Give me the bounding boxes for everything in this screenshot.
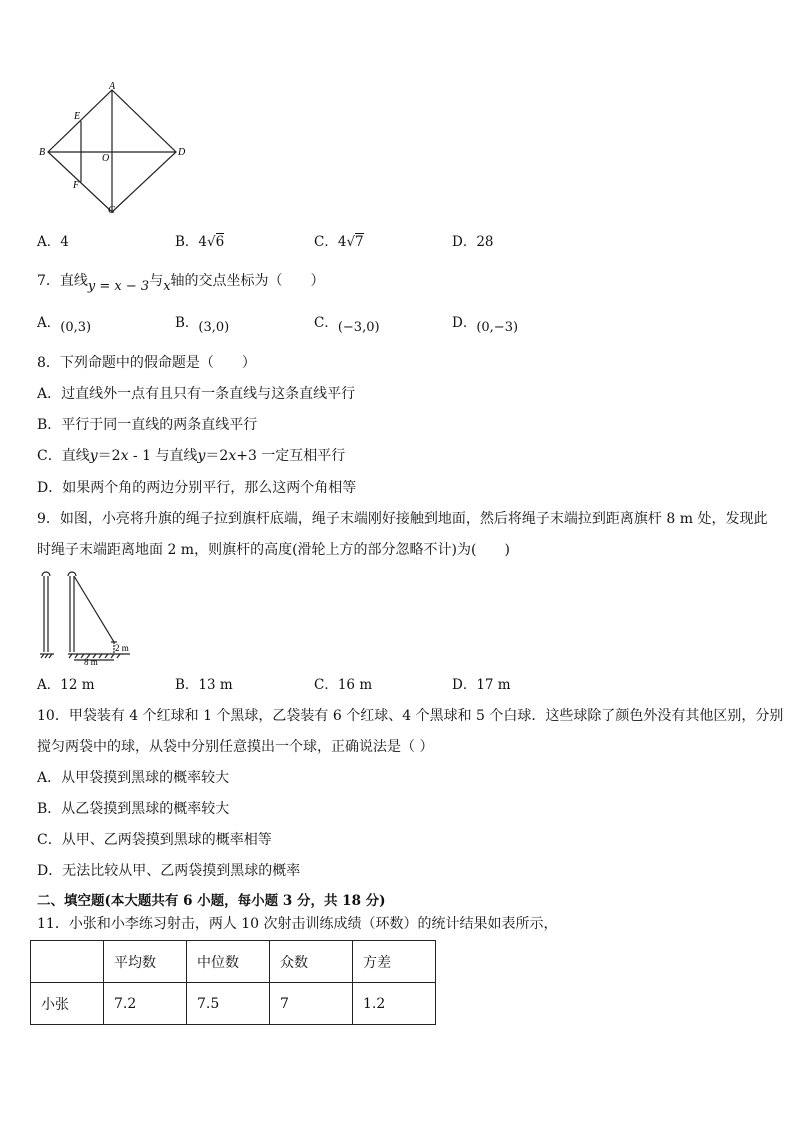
q7-option-c [314, 315, 380, 335]
q8-option-c [37, 448, 345, 464]
option-letter: B． [175, 677, 199, 693]
q8-option-b: B．平行于同一直线的两条直线平行 [37, 417, 258, 433]
option-letter: C． [314, 315, 338, 331]
table-cell: 1.2 [353, 983, 436, 1025]
option-coefficient: 4 [337, 234, 347, 250]
table-header-cell [31, 941, 104, 983]
q10-option-b: B．从乙袋摸到黑球的概率较大 [37, 801, 230, 817]
table-header-row [31, 941, 436, 983]
text: +3 一定互相平行 [236, 448, 346, 464]
q7-equation: y = x − 3 [87, 279, 150, 294]
q11-stem: 11．小张和小李练习射击，两人 10 次射击训练成绩（环数）的统计结果如表所示， [37, 916, 558, 932]
q6-option-a [37, 234, 69, 250]
q10-stem-line2: 搅匀两袋中的球，从袋中分别任意摸出一个球，正确说法是（ ） [37, 739, 434, 755]
option-value: (0,−3) [476, 320, 519, 335]
option-radicand: 7 [355, 234, 364, 250]
label-A: A [109, 81, 116, 92]
table-row [31, 983, 436, 1025]
option-value: (0,3) [60, 320, 92, 335]
q9-option-a [37, 677, 95, 693]
table-header-cell: 众数 [270, 941, 353, 983]
sqrt-icon: √ [346, 234, 356, 250]
q7-suffix: 轴的交点坐标为（ ） [170, 273, 325, 289]
height-label: 2 m [115, 643, 129, 653]
q7-prefix: 直线 [59, 273, 88, 289]
option-letter: A． [37, 677, 61, 693]
option-letter: B． [175, 234, 199, 250]
table-header-cell: 中位数 [187, 941, 270, 983]
text: - 1 与直线 [128, 448, 198, 464]
option-letter: A． [37, 315, 61, 331]
sqrt-icon: √ [207, 234, 216, 250]
label-O: O [102, 153, 110, 164]
table-header-cell: 方差 [353, 941, 436, 983]
q6-option-c [314, 234, 364, 250]
option-letter: D． [452, 315, 477, 331]
q10-option-d: D．无法比较从甲、乙两袋摸到黑球的概率 [37, 863, 301, 879]
option-value: (3,0) [198, 320, 230, 335]
q9-stem-line2: 时绳子末端距离地面 2 m，则旗杆的高度(滑轮上方的部分忽略不计)为( ) [37, 542, 510, 558]
label-E: E [74, 111, 81, 122]
q6-option-d [452, 234, 494, 250]
stats-table [30, 940, 436, 1025]
option-letter: D． [452, 234, 477, 250]
var-x: x [120, 448, 129, 464]
q8-option-a: A．过直线外一点有且只有一条直线与这条直线平行 [37, 386, 356, 402]
text: ＝2 [97, 448, 121, 464]
option-value: 17 m [476, 677, 511, 693]
q7-option-a [37, 315, 92, 335]
q9-option-b [175, 677, 233, 693]
var-x: x [228, 448, 237, 464]
table-cell: 7.5 [187, 983, 270, 1025]
q7-option-d [452, 315, 519, 335]
q9-stem-line1: 9．如图，小亮将升旗的绳子拉到旗杆底端，绳子末端刚好接触到地面，然后将绳子末端拉到距离旗杆 8 m 处，发现此 [37, 511, 768, 527]
option-coefficient: 4 [198, 234, 208, 250]
option-letter: D． [452, 677, 477, 693]
q10-option-a: A．从甲袋摸到黑球的概率较大 [37, 770, 230, 786]
q6-option-b [175, 234, 224, 250]
label-C: C [108, 205, 115, 216]
option-value: 12 m [60, 677, 95, 693]
option-value: 16 m [337, 677, 373, 693]
label-B: B [39, 147, 46, 158]
option-letter: C． [314, 234, 338, 250]
q7-option-b [175, 315, 230, 335]
option-letter: B． [175, 315, 199, 331]
flagpole-figure [34, 566, 134, 666]
q10-option-c: C．从甲、乙两袋摸到黑球的概率相等 [37, 832, 272, 848]
q7-number: 7． [37, 273, 60, 289]
option-letter: C． [314, 677, 338, 693]
rhombus-figure [36, 80, 196, 220]
option-radicand: 6 [215, 234, 225, 250]
q7-middle: 与 [149, 273, 164, 289]
q7-axis: x [163, 279, 171, 294]
option-letter: A． [37, 234, 61, 250]
table-cell: 小张 [31, 983, 104, 1025]
section-title: 二、填空题(本大题共有 6 小题，每小题 3 分，共 18 分) [37, 893, 386, 909]
q9-option-c [314, 677, 372, 693]
distance-label: 8 m [84, 657, 98, 666]
q8-option-d: D．如果两个角的两边分别平行，那么这两个角相等 [37, 480, 357, 496]
option-value: (−3,0) [337, 320, 380, 335]
q7-stem [37, 273, 325, 294]
table-header-cell: 平均数 [104, 941, 187, 983]
table-cell: 7.2 [104, 983, 187, 1025]
label-D: D [178, 147, 186, 158]
option-value: 13 m [198, 677, 233, 693]
option-text: C．直线 [37, 448, 90, 464]
label-F: F [73, 180, 80, 191]
q8-stem: 8．下列命题中的假命题是（ ） [37, 355, 256, 371]
table-cell: 7 [270, 983, 353, 1025]
q10-stem-line1: 10．甲袋装有 4 个红球和 1 个黑球，乙袋装有 6 个红球、4 个黑球和 5 个白球．这些球除了颜色外没有其他区别，分别 [37, 708, 784, 724]
option-value: 28 [476, 234, 494, 250]
q9-option-d [452, 677, 511, 693]
var-y: y [197, 448, 206, 464]
text: ＝2 [205, 448, 229, 464]
option-value: 4 [60, 234, 69, 250]
var-y: y [89, 448, 98, 464]
